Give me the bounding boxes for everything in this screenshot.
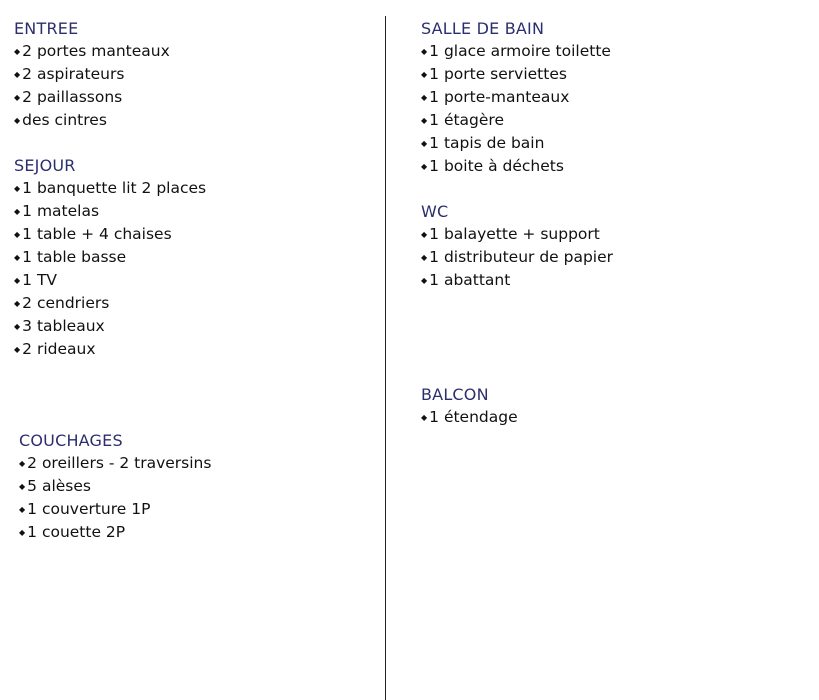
- list-item: [421, 86, 611, 109]
- list-item: [19, 498, 211, 521]
- item-label: 1 boite à déchets: [429, 157, 564, 175]
- item-label: 1 couette 2P: [27, 523, 126, 541]
- diamond-bullet-icon: ◆: [14, 47, 21, 56]
- column-divider: [385, 16, 386, 700]
- item-label: 1 couverture 1P: [27, 500, 151, 518]
- diamond-bullet-icon: ◆: [14, 116, 21, 125]
- list-item: [421, 246, 613, 269]
- diamond-bullet-icon: ◆: [421, 253, 428, 262]
- item-label: 1 tapis de bain: [429, 134, 545, 152]
- section-entree: [14, 17, 170, 132]
- item-label: 2 cendriers: [22, 294, 110, 312]
- section-sejour: [14, 154, 206, 361]
- section-title-balcon: BALCON: [421, 385, 489, 404]
- diamond-bullet-icon: ◆: [14, 93, 21, 102]
- diamond-bullet-icon: ◆: [19, 505, 26, 514]
- diamond-bullet-icon: ◆: [421, 162, 428, 171]
- diamond-bullet-icon: ◆: [14, 230, 21, 239]
- diamond-bullet-icon: ◆: [19, 459, 26, 468]
- list-item: [14, 246, 206, 269]
- diamond-bullet-icon: ◆: [14, 184, 21, 193]
- item-label: 2 rideaux: [22, 340, 96, 358]
- section-salle-de-bain: [421, 17, 611, 178]
- list-item: [14, 292, 206, 315]
- item-label: 1 table + 4 chaises: [22, 225, 172, 243]
- item-list-sejour: [14, 177, 206, 361]
- diamond-bullet-icon: ◆: [14, 253, 21, 262]
- list-item: [19, 521, 211, 544]
- diamond-bullet-icon: ◆: [421, 47, 428, 56]
- list-item: [14, 200, 206, 223]
- item-label: des cintres: [22, 111, 107, 129]
- item-label: 1 étagère: [429, 111, 504, 129]
- list-item: [421, 223, 613, 246]
- diamond-bullet-icon: ◆: [14, 299, 21, 308]
- section-title-wc: WC: [421, 202, 449, 221]
- item-list-wc: [421, 223, 613, 292]
- item-label: 5 alèses: [27, 477, 91, 495]
- section-title-couchages: COUCHAGES: [19, 431, 123, 450]
- list-item: [19, 475, 211, 498]
- item-list-salle-de-bain: [421, 40, 611, 178]
- item-label: 1 banquette lit 2 places: [22, 179, 207, 197]
- list-item: [14, 177, 206, 200]
- list-item: [14, 40, 170, 63]
- diamond-bullet-icon: ◆: [14, 207, 21, 216]
- diamond-bullet-icon: ◆: [421, 230, 428, 239]
- section-wc: [421, 200, 613, 292]
- item-label: 1 glace armoire toilette: [429, 42, 611, 60]
- list-item: [14, 315, 206, 338]
- diamond-bullet-icon: ◆: [421, 413, 428, 422]
- item-label: 2 paillassons: [22, 88, 123, 106]
- list-item: [14, 109, 170, 132]
- item-label: 1 TV: [22, 271, 58, 289]
- item-label: 3 tableaux: [22, 317, 105, 335]
- item-list-balcon: [421, 406, 518, 429]
- diamond-bullet-icon: ◆: [421, 93, 428, 102]
- diamond-bullet-icon: ◆: [421, 139, 428, 148]
- diamond-bullet-icon: ◆: [421, 116, 428, 125]
- diamond-bullet-icon: ◆: [19, 482, 26, 491]
- item-list-couchages: [19, 452, 211, 544]
- item-label: 1 étendage: [429, 408, 518, 426]
- list-item: [14, 63, 170, 86]
- list-item: [14, 269, 206, 292]
- item-label: 1 abattant: [429, 271, 511, 289]
- item-label: 1 porte serviettes: [429, 65, 567, 83]
- list-item: [421, 406, 518, 429]
- diamond-bullet-icon: ◆: [14, 70, 21, 79]
- diamond-bullet-icon: ◆: [14, 345, 21, 354]
- list-item: [421, 40, 611, 63]
- list-item: [421, 109, 611, 132]
- list-item: [421, 132, 611, 155]
- item-label: 2 aspirateurs: [22, 65, 125, 83]
- list-item: [14, 86, 170, 109]
- list-item: [19, 452, 211, 475]
- section-title-sejour: SEJOUR: [14, 156, 76, 175]
- list-item: [421, 155, 611, 178]
- item-label: 2 oreillers - 2 traversins: [27, 454, 212, 472]
- item-label: 2 portes manteaux: [22, 42, 170, 60]
- section-couchages: [19, 429, 211, 544]
- section-title-entree: ENTREE: [14, 19, 79, 38]
- list-item: [421, 269, 613, 292]
- item-label: 1 porte-manteaux: [429, 88, 570, 106]
- diamond-bullet-icon: ◆: [19, 528, 26, 537]
- list-item: [14, 338, 206, 361]
- item-label: 1 matelas: [22, 202, 100, 220]
- diamond-bullet-icon: ◆: [421, 70, 428, 79]
- diamond-bullet-icon: ◆: [14, 276, 21, 285]
- item-label: 1 balayette + support: [429, 225, 600, 243]
- list-item: [421, 63, 611, 86]
- item-list-entree: [14, 40, 170, 132]
- item-label: 1 table basse: [22, 248, 127, 266]
- item-label: 1 distributeur de papier: [429, 248, 614, 266]
- diamond-bullet-icon: ◆: [421, 276, 428, 285]
- section-balcon: [421, 383, 518, 429]
- diamond-bullet-icon: ◆: [14, 322, 21, 331]
- section-title-salle-de-bain: SALLE DE BAIN: [421, 19, 545, 38]
- list-item: [14, 223, 206, 246]
